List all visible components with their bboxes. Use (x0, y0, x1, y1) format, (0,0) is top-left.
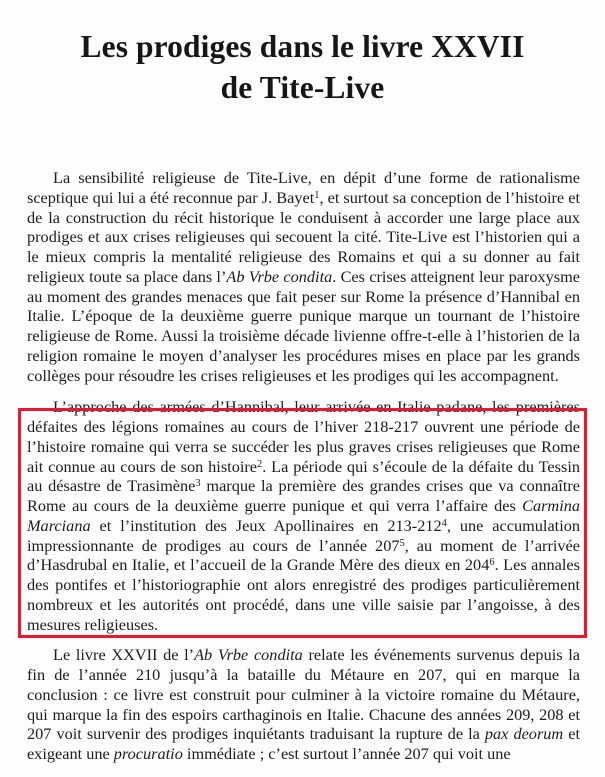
text-run: L’approche des armées d’Hannibal, leur arrivée en Italie padane, les premières défaites des légions romaines au cours de l’hiver 218-217 ouvrent une période de l’histoire romaine qui verra se succéder les plus graves crises religieuses que Rome ait connue au cours de son histoire (27, 397, 580, 476)
text-run: , au moment de l’arrivée d’Hasdrubal en Italie, et l’accueil de la Grande Mère des dieux en 204 (27, 535, 581, 575)
footnote-marker[interactable]: 2 (257, 458, 263, 470)
paragraph-intro (27, 168, 580, 385)
footnote-marker[interactable]: 4 (441, 517, 447, 529)
latin-title-italic: Ab Vrbe condita (194, 645, 303, 665)
text-run: , une accumulation impressionnante de prodiges au cours de l’année 207 (27, 515, 581, 555)
footnote-marker[interactable]: 1 (314, 189, 320, 201)
paragraph-highlighted (27, 397, 580, 634)
text-run: immédiate ; c’est surtout l’année 207 qui voit une (182, 744, 511, 763)
paragraph-spacer-bottom (27, 634, 580, 645)
text-run: , et surtout sa conception de l’histoire et de la construction du récit historique le conduisent à accorder une large place aux prodiges et aux crises religieuses qui secouent la cité. Tite-Live est l’historien qui a le mieux compris la mentalité religieuse des Romains et qui a su donner au fait religieux toute sa place dans l’ (27, 187, 580, 286)
text-run: . Les annales des pontifes et l’historiographie ont alors enregistré des prodiges particulièrement nombreux et les autorités ont procédé, dans une ville saisie par l’angoisse, à des mesures religieuses. (27, 555, 580, 634)
footnote-marker[interactable]: 3 (195, 478, 201, 490)
paragraph-book-xxvii (27, 645, 580, 764)
text-run: . La période qui s’écoule de la défaite du Tessin au désastre de Trasimène (27, 456, 580, 496)
page-title (0, 0, 605, 108)
latin-title-italic: pax deorum (484, 724, 564, 744)
body-text-column (27, 168, 580, 764)
latin-title-italic: procuratio (113, 744, 183, 763)
latin-title-italic: Carmina Marciana (27, 496, 580, 535)
text-run: . Ces crises atteignent leur paroxysme au moment des grandes menaces que fait peser sur Rome la présence d’Hannibal en Italie. L’époque de la deuxième guerre punique marque un tournant de l’histoire religieuse de Rome. Aussi la troisième décade livienne offre-t-elle à l’historien de la religion romaine le moyen d’analyser les procédures mises en place par les grands collèges pour résoudre les crises religieuses et les prodiges qui les accompagnent. (27, 266, 581, 385)
footnote-marker[interactable]: 6 (489, 557, 495, 569)
text-run: Le livre XXVII de l’ (53, 645, 195, 665)
latin-title-italic: Ab Vrbe condita (226, 266, 333, 286)
text-run: La sensibilité religieuse de Tite-Live, en dépit d’une forme de rationalisme sceptique qui lui a été reconnue par J. Bayet (27, 168, 580, 207)
footnote-marker[interactable]: 5 (399, 537, 405, 549)
text-run: relate les événements survenus depuis la fin de l’année 210 jusqu’à la bataille du Métaure en 207, qui en marque la conclusion : ce livre est construit pour culminer à la victoire romaine du Métaure, qui marque la fin des espoirs carthaginois en Italie. Chacune des années 209, 208 et 207 voit survenir des prodiges inquiétants traduisant la rupture de la (27, 645, 580, 744)
paragraph-spacer-top (27, 385, 580, 397)
page-title-line-2: de Tite-Live (220, 70, 385, 105)
text-run: marque la première des grandes crises que va connaître Rome au cours de la deuxième guerre punique et qui verra l’affaire des (27, 476, 580, 515)
text-run: et l’institution des Jeux Apollinaires en 213-212 (90, 515, 442, 535)
text-run: et exigeant une (27, 724, 580, 763)
page-title-line-1: Les prodiges dans le livre XXVII (80, 29, 525, 64)
